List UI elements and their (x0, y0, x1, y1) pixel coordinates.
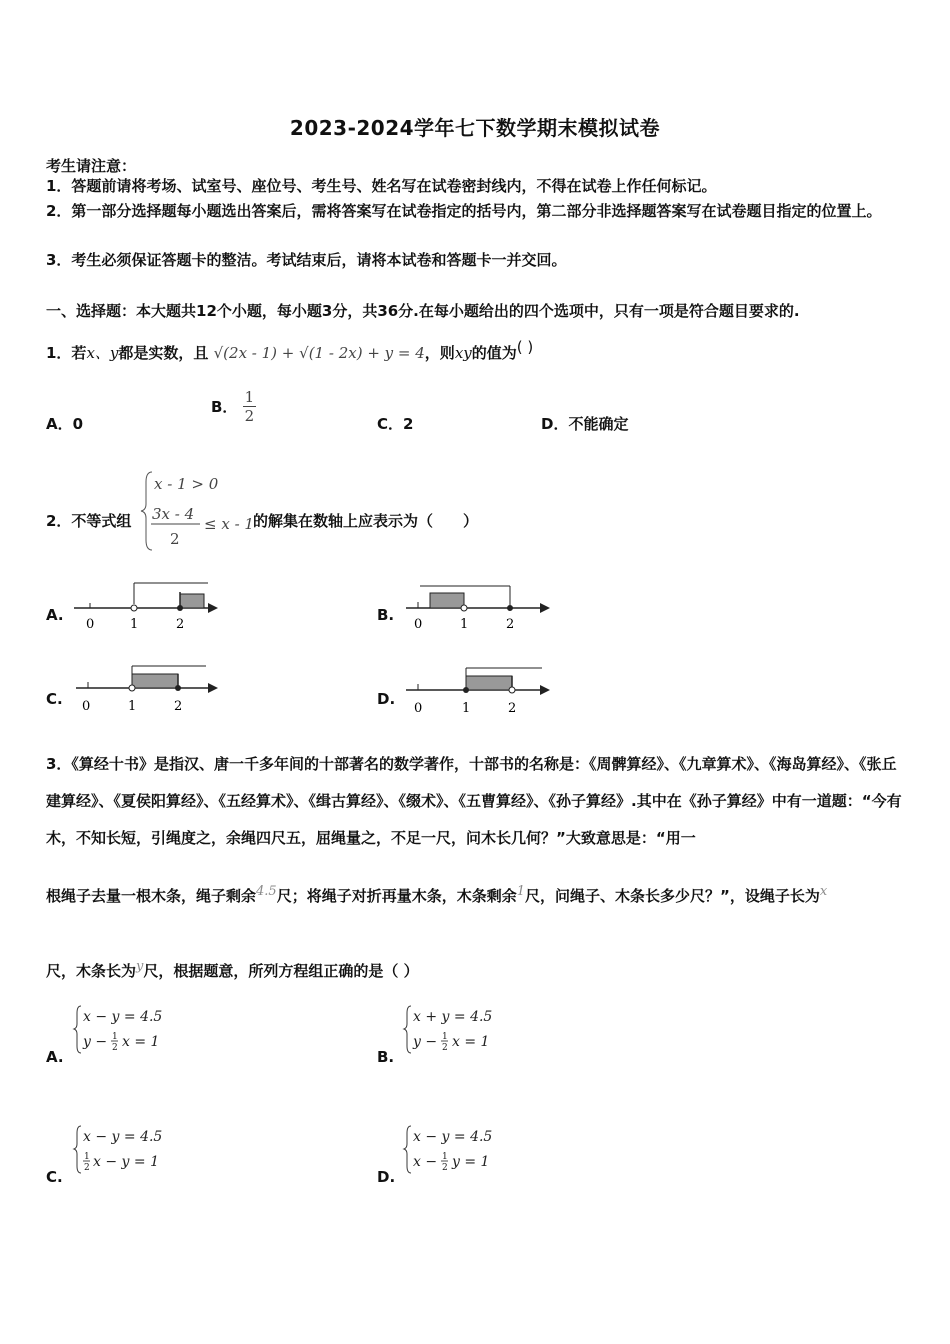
q2-option-c-label: C. (46, 690, 63, 708)
tick-label: 1 (460, 617, 469, 632)
q3-text: 尺，问绳子、木条长多少尺？”，设绳子长为 (525, 887, 820, 905)
q1-option-d (541, 413, 628, 434)
q3-option-c-system[interactable] (72, 1123, 182, 1177)
q3-text: 尺，木条长为 (46, 962, 137, 980)
q2-option-d-numberline[interactable] (402, 660, 552, 718)
notice-item-3: 3．考生必须保证答题卡的整洁。考试结束后，请将本试卷和答题卡一并交回。 (46, 251, 567, 269)
section-heading: 一、选择题：本大题共12个小题，每小题3分，共36分.在每小题给出的四个选项中，只有一项是符合题目要求的. (46, 302, 800, 320)
q1-end: 的值为 (471, 344, 517, 362)
q1-mid: 都是实数，且 (118, 344, 209, 362)
q2-option-c-numberline[interactable] (72, 660, 222, 718)
equation-2-part: x = 1 (452, 1034, 490, 1050)
equation-2-part: x − (413, 1154, 438, 1170)
tick-label: 1 (462, 701, 471, 716)
option-label: D． (541, 415, 569, 433)
q3-value-4-5: 4.5 (256, 884, 277, 899)
equation-1: x − y = 4.5 (83, 1009, 163, 1025)
half-numerator: 1 (84, 1152, 90, 1162)
q1-target: xy (454, 344, 472, 362)
page-title: 2023-2024学年七下数学期末模拟试卷 (289, 116, 661, 140)
q2-option-a-label: A. (46, 606, 64, 624)
q2-inequality-system (140, 468, 260, 554)
q3-var-y: y (136, 959, 144, 974)
equation-2-part: y − (83, 1034, 108, 1050)
question-1 (46, 338, 533, 363)
equation-2-part: y − (413, 1034, 438, 1050)
fraction-numerator: 1 (244, 388, 255, 406)
q2-prefix: 2．不等式组 (46, 512, 132, 530)
q3-option-c-label: C. (46, 1168, 63, 1186)
notice-item-1: 1．答题前请将考场、试室号、座位号、考生号、姓名写在试卷密封线内，不得在试卷上作任何标记。 (46, 177, 717, 195)
q3-option-d-label: D. (377, 1168, 396, 1186)
q3-option-b-system[interactable] (402, 1003, 512, 1057)
q2-suffix: 的解集在数轴上应表示为（ ） (253, 512, 479, 530)
q1-prefix: 1．若 (46, 344, 87, 362)
arrow-right-icon (540, 603, 550, 613)
arrow-right-icon (540, 685, 550, 695)
equation-2-part: y = 1 (452, 1154, 490, 1170)
notice-item-2: 2．第一部分选择题每小题选出答案后，需将答案写在试卷指定的括号内，第二部分非选择题答案写在试卷题目指定的位置上。 (46, 202, 882, 220)
q3-option-b-label: B. (377, 1048, 395, 1066)
fraction (243, 388, 257, 425)
q1-formula: √(2x - 1) + √(1 - 2x) + y = 4 (213, 344, 425, 362)
q2-rhs: ≤ x - 1 (204, 515, 254, 533)
tick-label: 2 (508, 701, 517, 716)
equation-2-part: x = 1 (122, 1034, 160, 1050)
half-denominator: 2 (442, 1043, 448, 1053)
q2-option-d-label: D. (377, 690, 396, 708)
shaded-region (180, 594, 204, 608)
q2-line1: x - 1 > 0 (154, 475, 219, 493)
q3-text-line1: 3．《算经十书》是指汉、唐一千多年间的十部著名的数学著作，十部书的名称是：《周髀算经》、《九章算术》、《海岛算经》、《张丘建算经》、《夏侯阳算经》、《五经算术》、《缉古算经》、《缀术》、《五曹算经》、《孙子算经》.其中在《孙子算经》中有一道题：“今有木，不知长短，引绳度之，余绳四尺五，屈绳量之，不足一尺，问木长几何？”大致意思是：“用一 (46, 755, 902, 847)
closed-point (463, 687, 469, 693)
brace (141, 472, 152, 550)
open-point (461, 605, 467, 611)
shaded-region (132, 674, 178, 688)
option-text: 2 (403, 415, 414, 433)
half-denominator: 2 (442, 1163, 448, 1173)
shaded-region (430, 593, 464, 608)
q3-text: 尺；将绳子对折再量木条，木条剩余 (276, 887, 517, 905)
fraction-denominator: 2 (244, 407, 255, 425)
q3-option-a-system[interactable] (72, 1003, 182, 1057)
half-numerator: 1 (112, 1032, 118, 1042)
arrow-right-icon (208, 683, 218, 693)
option-label: C． (377, 415, 404, 433)
q1-suffix: ，则 (424, 344, 455, 362)
half-numerator: 1 (442, 1032, 448, 1042)
q2-numerator: 3x - 4 (152, 505, 195, 523)
option-label: A． (46, 415, 73, 433)
q3-text-line2 (46, 884, 827, 906)
closed-point (177, 605, 183, 611)
open-point (509, 687, 515, 693)
half-numerator: 1 (442, 1152, 448, 1162)
equation-2-part: x − y = 1 (93, 1154, 159, 1170)
option-text: 不能确定 (568, 415, 629, 433)
q1-option-a (46, 413, 83, 434)
q1-option-c (377, 413, 413, 434)
half-denominator: 2 (112, 1043, 118, 1053)
q2-option-b-label: B. (377, 606, 395, 624)
q1-answer-paren: ( ) (516, 338, 534, 356)
closed-point (507, 605, 513, 611)
tick-label: 1 (128, 699, 137, 714)
open-point (129, 685, 135, 691)
equation-1: x + y = 4.5 (413, 1009, 493, 1025)
q3-option-d-system[interactable] (402, 1123, 512, 1177)
half-denominator: 2 (84, 1163, 90, 1173)
tick-label: 0 (82, 699, 91, 714)
q1-vars: x、y (86, 344, 119, 362)
tick-label: 2 (506, 617, 515, 632)
q3-var-x: x (819, 884, 828, 899)
option-label: B． (211, 398, 238, 416)
tick-label: 0 (86, 617, 95, 632)
q3-text: 根绳子去量一根木条，绳子剩余 (46, 887, 257, 905)
equation-1: x − y = 4.5 (83, 1129, 163, 1145)
q3-value-1: 1 (516, 884, 525, 899)
arrow-right-icon (208, 603, 218, 613)
shaded-region (466, 676, 512, 690)
equation-1: x − y = 4.5 (413, 1129, 493, 1145)
q2-option-a-numberline[interactable] (72, 578, 222, 636)
notice-heading: 考生请注意： (46, 157, 137, 175)
open-point (131, 605, 137, 611)
q2-denominator: 2 (170, 530, 180, 548)
tick-label: 0 (414, 617, 423, 632)
tick-label: 1 (130, 617, 139, 632)
tick-label: 2 (176, 617, 185, 632)
q1-option-b (211, 388, 256, 425)
closed-point (175, 685, 181, 691)
q3-text: 尺，根据题意，所列方程组正确的是（ ） (143, 962, 419, 980)
tick-label: 0 (414, 701, 423, 716)
option-text: 0 (72, 415, 84, 433)
q3-option-a-label: A. (46, 1048, 64, 1066)
q3-text-line3 (46, 959, 419, 981)
tick-label: 2 (174, 699, 183, 714)
q2-option-b-numberline[interactable] (402, 578, 552, 636)
